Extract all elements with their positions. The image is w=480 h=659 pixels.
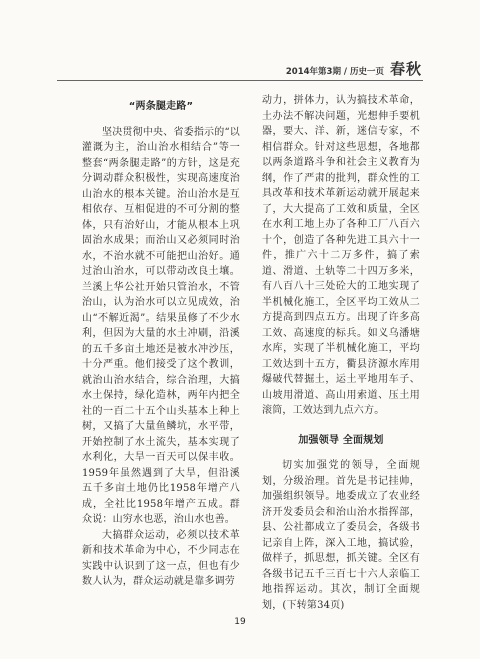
section-heading-two-legs: “两条腿走路” bbox=[128, 101, 194, 112]
left-column bbox=[82, 93, 240, 590]
paragraph: 切实加强党的领导，全面规划，分级治理。首先是书记挂帅，加强组织领导。地委成立了农业经济开发委员会和治山治水指挥部，县、公社都成立了委员会，各级书记亲自上阵，深入工地，搞试验，做样子，抓思想，抓关键。全区有各级书记五千三百七十六人亲临工地指挥运动。其次，制订全面规划，(下转第34页) bbox=[262, 460, 420, 611]
right-column bbox=[262, 93, 420, 613]
magazine-logo: 春秋 bbox=[389, 60, 422, 78]
header-divider bbox=[57, 80, 423, 81]
issue-label: 2014年第3期 / 历史一页 bbox=[285, 67, 384, 77]
paragraph: 大搞群众运动，必须以技术革新和技术革命为中心，不少同志在实践中认识到了这一点，但也有少数人认为，群众运动就是靠多调劳 bbox=[82, 529, 240, 587]
paragraph-continued: 动力，拼体力，认为搞技术革命，土办法不解决问题，光想伸手要机器，要大、洋、新，迷信专家，不相信群众。针对这些思想，各地都以两条道路斗争和社会主义教育为纲，作了严肃的批判，群众性的工具改革和技术革新运动就开展起来了，大大提高了工效和质量，全区在水利工地上办了各种工厂八百六十个，创造了各种先进工具六十一件，推广六十二万多件，搞了索道、滑道、土轨等二十四万多米，有八百八十三处砼大的工地实现了半机械化施工，全区平均工效从二方提高到四点五方。出现了许多高工效、高速度的标兵。如义乌潘塘水库，实现了半机械化施工，平均工效达到十五方，衢县济源水库用爆破代替掘土，运土平地用车子、山坡用滑道、高山用索道、压土用滚筒，工效达到九点六方。 bbox=[262, 95, 420, 416]
page-header bbox=[286, 58, 422, 79]
page-number: 19 bbox=[234, 617, 246, 627]
section-heading-leadership: 加强领导 全面规划 bbox=[298, 434, 384, 446]
paragraph: 坚决贯彻中央、省委指示的“以灌溉为主，治山治水相结合”等一整套“两条腿走路”的方针，这是充分调动群众积极性，实现高速度治山治水的根本关键。治山治水是互相依存、互相促进的不可分割的整体，只有治好山，才能从根本上巩固治水成果；而治山又必须同时治水，不治水就不可能把山治好。通过治山治水，可以带动改良土壤。兰溪上华公社开始只管治水，不管治山，认为治水可以立见成效，治山“不解近渴”。结果虽修了不少水利，但因为大量的水土冲刷，沿溪的五千多亩土地还是被水冲沙压，十分严重。他们接受了这个教训，就治山治水结合，综合治理，大搞水土保持，绿化造林，两年内把全社的一百二十五个山头基本上种上树，又搞了大量鱼鳞坑，水平带，开始控制了水土流失，基本实现了水利化，大旱一百天可以保丰收。1959年虽然遇到了大旱，但沿溪五千多亩土地仍比1958年增产八成，全社比1958年增产五成。群众说：山穷水也恶，治山水也善。 bbox=[82, 126, 240, 525]
